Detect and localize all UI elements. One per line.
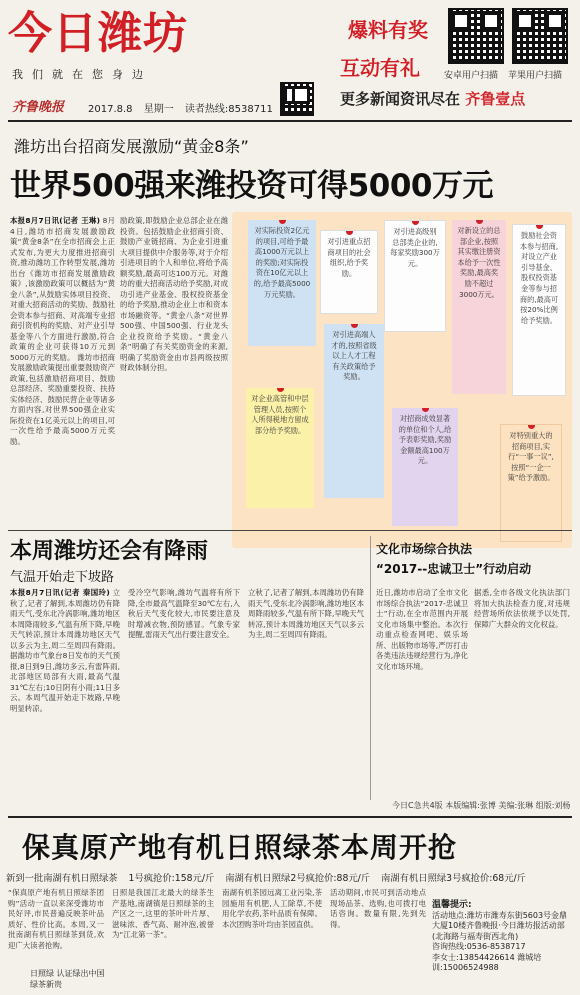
newspaper-title: 今日潍坊 — [8, 8, 188, 59]
lead-text-1: 8月4日,潍坊市招商发展激励政策“黄金8条”在全市招商会上正式发布,为更大力度推进招商引资,推动潍坊工作转型发展,潍坊出台《潍坊市招商发展激励政策》,该激励政策可以概括为“黄金八条”,从鼓励实体项目投资、对重大招商活动的奖励、鼓励社会资本参与招商、对高端专业招商引资机构的奖励、对产业引导基金等八个方面进行激励,符合政策的企业可获得10万元到5000万元的奖励。 — [10, 216, 115, 362]
reader-hotline: 读者热线:8538711 — [184, 104, 273, 115]
story4-column-3 — [222, 888, 322, 990]
policy-note-2: 对引进重点招商项目的社会组织,给予奖励。 — [320, 230, 378, 314]
tip-title: 温馨提示: — [432, 900, 472, 910]
policy-note-9: 对特别重大的招商项目,实行“一事一议”,按照“一企一策”给予激励。 — [500, 424, 562, 542]
story2-column-1 — [10, 588, 120, 798]
story2-column-3 — [248, 588, 364, 798]
story4-caption: 日照绿 认证绿出中国绿茶新贵 — [30, 969, 105, 989]
masthead — [0, 0, 580, 122]
story3-column-2 — [474, 588, 570, 798]
app-promo-text: 更多新闻资讯尽在 — [340, 90, 461, 108]
policy-note-6: 对引进高端人才的,按照省级以上人才工程有关政策给予奖励。 — [324, 324, 384, 498]
story4-text-2: 日照是我国江北最大的绿茶生产基地,南湖镇是日照绿茶的主产区之一,这里的茶叶叶片厚、滋味浓、香气高、耐冲泡,被誉为“江北第一茶”。 — [112, 888, 214, 939]
page-editors: 今日C急共4版 本版编辑:张博 美编:张琳 组版:刘杨 — [392, 801, 571, 810]
story3-column-1 — [376, 588, 468, 798]
policy-note-1: 对实际投资2亿元的项目,可给予最高1000万元以上的奖励;对实际投资在10亿元以上的,给予最高5000万元奖励。 — [248, 220, 316, 346]
tip-text: 活动地点:潍坊市潍寿东街5603号金鼎大厦10楼齐鲁晚报·今日潍坊报活动部(北海路与福寿街西北角) — [432, 910, 568, 941]
ticker-item: 1号疯抢价:158元/斤 — [128, 873, 215, 884]
tip-phone: 咨询热线:0536-8538717 — [432, 942, 526, 951]
story2-column-2 — [128, 588, 240, 798]
qr-caption-android: 安卓用户扫描 — [444, 71, 499, 81]
qr-code-ios-icon[interactable] — [512, 8, 568, 64]
issue-info — [88, 100, 281, 115]
story4-column-4 — [330, 888, 426, 990]
qr-code-icon[interactable] — [280, 82, 314, 116]
lead-column-1 — [10, 216, 115, 534]
story2-text-2: 据潍坊市气象台8日发布的天气预报,8日到9日,潍坊多云,有雷阵雨,北部地区局部有大雨,最高气温31℃左右;10日阴有小雨;11日多云。本周气温开始走下坡路,早晚明显转凉。 — [10, 651, 120, 713]
section-divider-2 — [8, 816, 572, 818]
promo-line-1: 爆料有奖 — [348, 18, 428, 42]
lead-headline[interactable]: 世界500强来潍投资可得5000万元 — [10, 168, 493, 204]
story4-text-4: 活动期间,市民可到活动地点现场品茶、选购,也可拨打电话咨询。数量有限,先到先得。 — [330, 888, 426, 929]
story2-text-1: 立秋了,记者了解到,本周潍坊仍有降雨天气,受东北冷涡影响,潍坊地区本周降雨较多,气温有所下降,早晚天气转凉,预计本周潍坊地区天气以多云为主,周二至周四有降雨。 — [10, 588, 120, 650]
story2-byline: 本报8月7日讯(记者 秦国玲) — [10, 588, 110, 597]
story2-text-3: 受冷空气影响,潍坊气温将有所下降,全市最高气温降至30℃左右,入秋后天气变化较大,市民要注意及时增减衣物,预防感冒。气象专家提醒,雷雨天气出行要注意安全。 — [128, 588, 240, 639]
column-divider — [370, 536, 371, 800]
newspaper-slogan: 我们就在您身边 — [12, 68, 152, 81]
policy-infographic — [232, 212, 572, 548]
story4-text-3: 南湖有机茶园远离工业污染,茶园施用有机肥,人工除草,不使用化学农药,茶叶品质有保障。本次团购茶叶均由茶园直供。 — [222, 888, 322, 929]
ticker-item: 南湖有机日照绿2号疯抢价:88元/斤 — [225, 873, 371, 884]
tip-phone-2: 李女士:13854426614 潍城培训:15006524988 — [432, 952, 542, 972]
ticker-item: 新到一批南湖有机日照绿茶 — [6, 873, 118, 884]
story4-column-1 — [8, 888, 104, 968]
lead-text-2: 励政策,即鼓励企业总部企业在潍投资。包括鼓励企业招商引资、鼓励产业链招商、为企业引进重大项目提供中介服务等,对于介绍引进项目的个人和单位,将给予高额奖励,最高可达100万元。对潍坊的重大招商活动给予奖励,对成功引进产业基金、股权投资基金的给予奖励,推动企业上市和资本市场融资等。“黄金八条”对世界500强、中国500强、行业龙头企业投资给予奖励。“黄金八条”明确了有关奖励资金的来源,明确了奖励资金由市县两级按照财政体制分担。 — [120, 216, 228, 372]
story2-headline[interactable]: 本周潍坊还会有降雨 — [10, 539, 209, 564]
app-promo-slogan — [340, 88, 525, 109]
lead-kicker: 潍坊出台招商发展激励“黄金8条” — [14, 137, 249, 156]
issue-date: 2017.8.8 — [88, 104, 133, 115]
policy-note-3: 对引进高级别总部类企业的,每家奖励300万元。 — [384, 220, 446, 332]
qr-caption-ios: 苹果用户扫描 — [508, 71, 563, 81]
story2-subhead: 气温开始走下坡路 — [10, 570, 115, 585]
story3-text-1: 近日,潍坊市启动了全市文化市场综合执法“2017-忠诚卫士”行动,在全市范围内开展文化市场集中整治。本次行动重点检查网吧、娱乐场所、出版物市场等,严厉打击各类违法违规经营行为,净化文化市场环境。 — [376, 588, 468, 671]
policy-note-5: 鼓励社会资本参与招商,对设立产业引导基金、股权投资基金等参与招商的,最高可按20%比例给予奖励。 — [512, 224, 566, 396]
ticker-item: 南湖有机日照绿3号疯抢价:68元/斤 — [381, 873, 526, 884]
promo-line-2: 互动有礼 — [340, 56, 420, 80]
qr-code-android-icon[interactable] — [448, 8, 504, 64]
masthead-divider — [8, 120, 572, 122]
issue-weekday: 星期一 — [143, 104, 174, 115]
story2-text-4: 立秋了,记者了解到,本周潍坊仍有降雨天气,受东北冷涡影响,潍坊地区本周降雨较多,气温有所下降,早晚天气转凉,预计本周潍坊地区天气以多云为主,周二至周四有降雨。 — [248, 588, 364, 639]
story3-headline[interactable]: “2017--忠诚卫士”行动启动 — [376, 562, 532, 576]
lead-byline: 本报8月7日讯(记者 王琳) — [10, 216, 100, 225]
app-brand: 齐鲁壹点 — [465, 90, 526, 108]
paper-name: 齐鲁晚报 — [12, 100, 65, 115]
policy-note-8: 对招商成效显著的单位和个人,给予表彰奖励,奖励金额最高100万元。 — [392, 408, 458, 526]
policy-note-7: 对企业高管和中层管理人员,按照个人所得税地方留成部分给予奖励。 — [246, 388, 314, 508]
lead-column-2 — [120, 216, 228, 534]
story3-text-2: 据悉,全市各级文化执法部门将加大执法检查力度,对违规经营场所依法依规予以处罚,保障广大群众的文化权益。 — [474, 588, 570, 629]
story4-text-1: “保真原产地有机日照绿茶团购”活动一直以来深受潍坊市民好评,市民普遍反映茶叶品质好、性价比高。本周,又一批南湖有机日照绿茶到货,欢迎广大读者抢购。 — [8, 888, 104, 950]
story4-headline[interactable]: 保真原产地有机日照绿茶本周开抢 — [22, 831, 458, 864]
price-ticker — [6, 870, 574, 884]
story4-column-2 — [112, 888, 214, 990]
lead-text-1b: 潍坊市招商发展激励政策提出重要鼓励资产政策,包括激励招商项目、鼓励总部经济、奖励重要投资、扶持实体经济、鼓励民营企业等诸多方面内容,对世界500强企业实际投资在1亿美元以上的项目,可一次性给予最高5000万元奖励。 — [10, 352, 115, 446]
event-tip-box — [432, 900, 572, 990]
story3-kicker: 文化市场综合执法 — [376, 542, 473, 556]
section-divider — [8, 530, 572, 531]
policy-note-4: 对新设立的总部企业,按照其实缴注册资本给予一次性奖励,最高奖励不超过3000万元。 — [452, 220, 506, 394]
